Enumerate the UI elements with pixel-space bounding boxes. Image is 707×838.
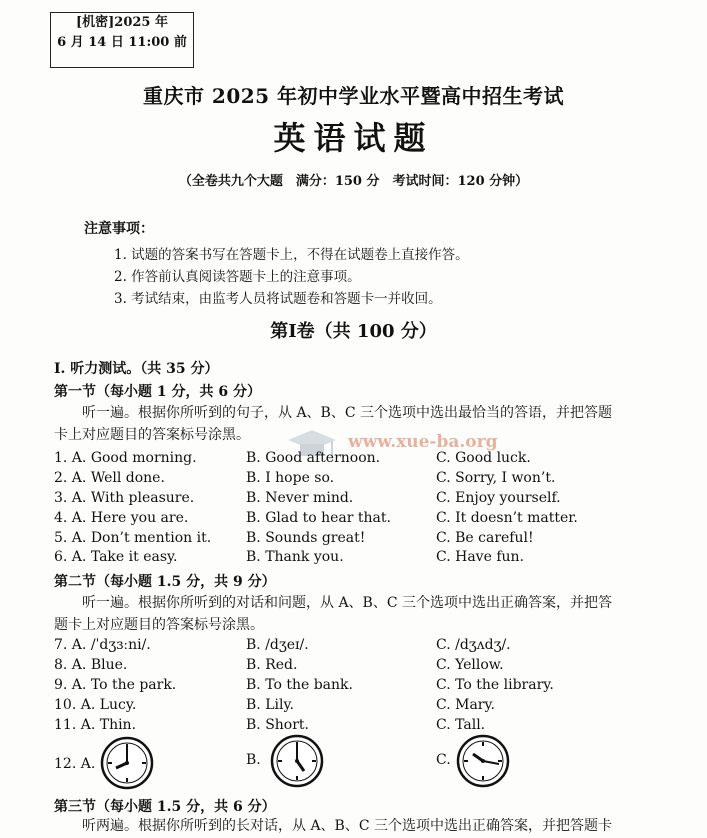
option-a: 6. A. Take it easy. <box>54 549 178 565</box>
option-a: 5. A. Don’t mention it. <box>54 530 212 546</box>
option-a: 1. A. Good morning. <box>54 450 197 466</box>
option-c: C. Yellow. <box>436 657 504 673</box>
instruction-line: 题卡上对应题目的答案标号涂黑。 <box>54 617 264 633</box>
option-a: 3. A. With pleasure. <box>54 490 195 506</box>
option-a: 9. A. To the park. <box>54 677 177 693</box>
clock-icon <box>270 734 324 788</box>
instruction-line: 听一遍。根据你所听到的对话和问题，从 A、B、C 三个选项中选出正确答案，并把答 <box>82 595 613 611</box>
option-b: B. Lily. <box>246 697 294 713</box>
watermark-text: www.xue-ba.org <box>348 432 498 452</box>
option-c: C. Mary. <box>436 697 495 713</box>
option-a: 4. A. Here you are. <box>54 510 189 526</box>
option-b: B. Sounds great! <box>246 530 366 546</box>
option-b: B. /dʒeɪ/. <box>246 637 309 653</box>
option-a: 8. A. Blue. <box>54 657 128 673</box>
option-b: B. I hope so. <box>246 470 335 486</box>
note-item: 1. 试题的答案书写在答题卡上，不得在试题卷上直接作答。 <box>114 247 469 263</box>
option-a: 2. A. Well done. <box>54 470 165 486</box>
confidential-line-2: 6 月 14 日 11:00 前 <box>57 35 187 50</box>
instructions <box>54 592 654 636</box>
clock-icon <box>456 734 510 788</box>
subsection-title: 第二节（每小题 1.5 分，共 9 分） <box>54 574 276 590</box>
instruction-line: 听两遍。根据你所听到的长对话，从 A、B、C 三个选项中选出正确答案，并把答题卡 <box>82 818 613 834</box>
option-c: C. Be careful! <box>436 530 534 546</box>
option-a: 10. A. Lucy. <box>54 697 137 713</box>
notes-title: 注意事项： <box>84 221 154 237</box>
option-c: C. It doesn’t matter. <box>436 510 578 526</box>
confidential-box <box>50 12 194 68</box>
option-c: C. To the library. <box>436 677 554 693</box>
option-c: C. Tall. <box>436 717 486 733</box>
subsection-title: 第一节（每小题 1 分，共 6 分） <box>54 384 261 400</box>
option-b: B. Never mind. <box>246 490 354 506</box>
instructions <box>54 815 654 837</box>
option-b: B. To the bank. <box>246 677 353 693</box>
confidential-line-1: [机密]2025 年 <box>75 15 168 30</box>
exam-meta: （全卷共九个大题 满分：150 分 考试时间：120 分钟） <box>178 174 529 189</box>
option-c: C. Enjoy yourself. <box>436 490 561 506</box>
option-c: C. Have fun. <box>436 549 524 565</box>
option-b: B. Short. <box>246 717 309 733</box>
instruction-line: 卡上对应题目的答案标号涂黑。 <box>54 427 250 443</box>
option-b: B. Glad to hear that. <box>246 510 391 526</box>
note-item: 2. 作答前认真阅读答题卡上的注意事项。 <box>114 269 361 285</box>
option-a: 7. A. /ˈdʒɜːni/. <box>54 637 151 653</box>
clock-icon <box>100 736 154 790</box>
option-c: C. <box>436 752 451 768</box>
note-item: 3. 考试结束，由监考人员将试题卷和答题卡一并收回。 <box>114 291 442 307</box>
subsection-title: 第三节（每小题 1.5 分，共 6 分） <box>54 799 276 815</box>
option-b: B. Good afternoon. <box>246 450 381 466</box>
option-c: C. /dʒʌdʒ/. <box>436 637 511 653</box>
instruction-line: 听一遍。根据你所听到的句子，从 A、B、C 三个选项中选出最恰当的答语，并把答题 <box>82 405 613 421</box>
option-c: C. Good luck. <box>436 450 531 466</box>
option-b: B. Thank you. <box>246 549 344 565</box>
exam-title: 重庆市 2025 年初中学业水平暨高中招生考试 <box>142 84 565 108</box>
section-title: I. 听力测试。（共 35 分） <box>54 361 219 377</box>
option-c: C. Sorry, I won’t. <box>436 470 556 486</box>
part-title: 第Ⅰ卷（共 100 分） <box>270 321 437 342</box>
option-a: 12. A. <box>54 756 96 772</box>
option-a: 11. A. Thin. <box>54 717 137 733</box>
option-b: B. Red. <box>246 657 298 673</box>
subject-title: 英语试题 <box>273 119 434 157</box>
option-b: B. <box>246 752 261 768</box>
